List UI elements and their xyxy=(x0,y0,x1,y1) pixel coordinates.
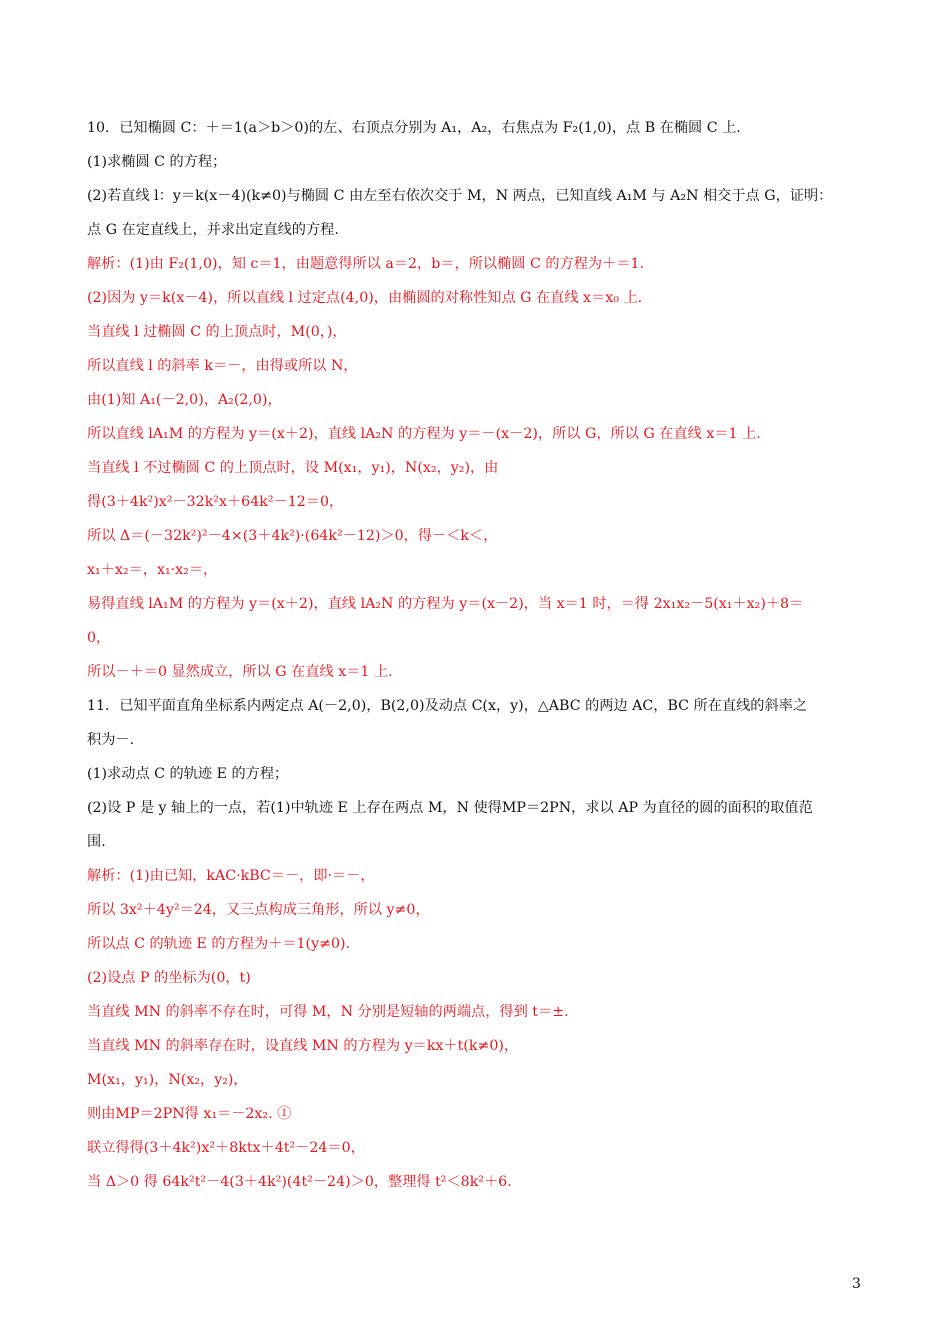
solution-line: 所以－＋＝0 显然成立，所以 G 在直线 x＝1 上. xyxy=(87,664,393,680)
solution-line: (2)设点 P 的坐标为(0，t) xyxy=(87,970,251,986)
problem-line: (2)若直线 l：y＝k(x－4)(k≠0)与椭圆 C 由左至右依次交于 M，N 两点，已知直线 A₁M 与 A₂N 相交于点 G，证明： xyxy=(87,188,833,204)
solution-line: 0， xyxy=(87,630,111,646)
solution-line: 易得直线 lA₁M 的方程为 y＝(x＋2)，直线 lA₂N 的方程为 y＝(x－2)，当 x＝1 时，＝得 2x₁x₂－5(x₁＋x₂)＋8＝ xyxy=(87,596,804,612)
solution-line: 则由MP＝2PN得 x₁＝－2x₂. ① xyxy=(87,1106,292,1122)
problem-line: 点 G 在定直线上，并求出定直线的方程. xyxy=(87,222,339,238)
solution-line: (2)因为 y＝k(x－4)，所以直线 l 过定点(4,0)，由椭圆的对称性知点 G 在直线 x＝x₀ 上. xyxy=(87,290,643,306)
solution-line: 当直线 l 不过椭圆 C 的上顶点时，设 M(x₁，y₁)，N(x₂，y₂)，由 xyxy=(87,460,499,476)
problem-line: 10．已知椭圆 C：＋＝1(a＞b＞0)的左、右顶点分别为 A₁，A₂，右焦点为 F₂(1,0)，点 B 在椭圆 C 上. xyxy=(87,120,741,136)
solution-line: 得(3＋4k²)x²－32k²x＋64k²－12＝0， xyxy=(87,494,344,510)
solution-line: 当直线 MN 的斜率不存在时，可得 M，N 分别是短轴的两端点，得到 t＝±. xyxy=(87,1004,569,1020)
solution-line: 所以直线 l 的斜率 k＝－，由得或所以 N， xyxy=(87,358,358,374)
problem-line: 积为－. xyxy=(87,732,135,748)
solution-line: M(x₁，y₁)，N(x₂，y₂)， xyxy=(87,1072,248,1088)
solution-line: 联立得得(3＋4k²)x²＋8ktx＋4t²－24＝0， xyxy=(87,1140,365,1156)
solution-line: 由(1)知 A₁(－2,0)，A₂(2,0)， xyxy=(87,392,282,408)
solution-line: 解析：(1)由 F₂(1,0)，知 c＝1，由题意得所以 a＝2，b＝，所以椭圆 C 的方程为＋＝1. xyxy=(87,256,644,272)
solution-line: 所以点 C 的轨迹 E 的方程为＋＝1(y≠0). xyxy=(87,936,351,952)
problem-line: (1)求动点 C 的轨迹 E 的方程； xyxy=(87,766,289,782)
solution-line: 所以 3x²＋4y²＝24，又三点构成三角形，所以 y≠0， xyxy=(87,902,430,918)
problem-line: (1)求椭圆 C 的方程； xyxy=(87,154,227,170)
problem-line: 围. xyxy=(87,834,106,850)
page-number: 3 xyxy=(852,1276,861,1292)
solution-line: 所以直线 lA₁M 的方程为 y＝(x＋2)，直线 lA₂N 的方程为 y＝－(x－2)，所以 G，所以 G 在直线 x＝1 上. xyxy=(87,426,761,442)
solution-line: 当 Δ＞0 得 64k²t²－4(3＋4k²)(4t²－24)＞0，整理得 t²＜8k²＋6. xyxy=(87,1174,512,1190)
solution-line: 解析：(1)由已知，kAC·kBC＝－，即·＝－， xyxy=(87,868,375,884)
solution-line: 所以 Δ＝(－32k²)²－4×(3＋4k²)·(64k²－12)＞0，得－＜k＜， xyxy=(87,528,498,544)
problem-line: 11．已知平面直角坐标系内两定点 A(－2,0)，B(2,0)及动点 C(x，y)，△ABC 的两边 AC，BC 所在直线的斜率之 xyxy=(87,698,808,714)
problem-line: (2)设 P 是 y 轴上的一点，若(1)中轨迹 E 上存在两点 M，N 使得MP＝2PN，求以 AP 为直径的圆的面积的取值范 xyxy=(87,800,813,816)
solution-line: x₁＋x₂＝，x₁·x₂＝， xyxy=(87,562,218,578)
solution-line: 当直线 MN 的斜率存在时，设直线 MN 的方程为 y＝kx＋t(k≠0)， xyxy=(87,1038,519,1054)
solution-line: 当直线 l 过椭圆 C 的上顶点时，M(0，)， xyxy=(87,324,347,340)
